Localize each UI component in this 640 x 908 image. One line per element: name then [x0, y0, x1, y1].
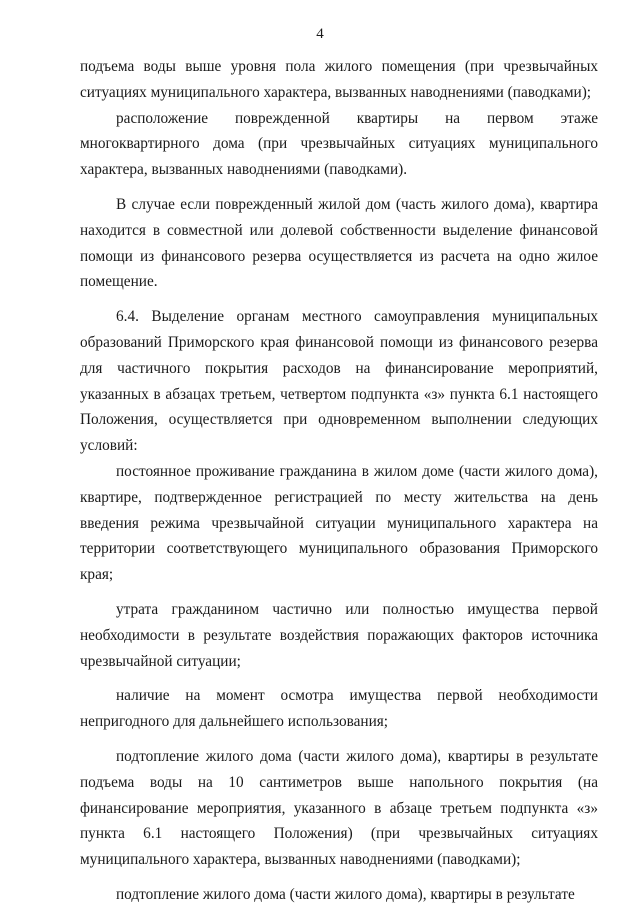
page-number: 4 — [316, 26, 324, 42]
paragraph-9: подтопление жилого дома (части жилого дома), квартиры в результате — [116, 885, 575, 903]
paragraph-2: расположение поврежденной квартиры на первом этаже многоквартирного дома (при чрезвычайных ситуациях муниципального характера, вызванных наводнениями (паводками). — [80, 109, 598, 179]
paragraph-1: подъема воды выше уровня пола жилого помещения (при чрезвычайных ситуациях муниципального характера, вызванных наводнениями (паводками); — [80, 58, 598, 101]
paragraph-8: подтопление жилого дома (части жилого дома), квартиры в результате подъема воды на 10 сантиметров выше напольного покрытия (на финансирование мероприятия, указанного в абзаце третьем подпункта «з» пункта 6.1 настоящего Положения) (при чрезвычайных ситуациях муниципального характера, вызванных наводнениями (паводками); — [80, 747, 598, 869]
paragraph-6: утрата гражданином частично или полностью имущества первой необходимости в результате воздействия поражающих факторов источника чрезвычайной ситуации; — [80, 600, 598, 670]
paragraph-7: наличие на момент осмотра имущества первой необходимости непригодного для дальнейшего использования; — [80, 687, 598, 731]
paragraph-4: 6.4. Выделение органам местного самоуправления муниципальных образований Приморского края финансовой помощи из финансового резерва для частичного покрытия расходов на финансирование мероприятий, указанных в абзацах третьем, четвертом подпункта «з» пункта 6.1 настоящего Положения, осуществляется при одновременном выполнении следующих условий: — [80, 308, 598, 455]
document-body — [80, 54, 598, 908]
paragraph-5: постоянное проживание гражданина в жилом доме (части жилого дома), квартире, подтвержденное регистрацией по месту жительства на день введения режима чрезвычайной ситуации муниципального характера на территории соответствующего муниципального образования Приморского края; — [80, 462, 598, 584]
paragraph-3: В случае если поврежденный жилой дом (часть жилого дома), квартира находится в совместной или долевой собственности выделение финансовой помощи из финансового резерва осуществляется из расчета на одно жилое помещение. — [80, 195, 598, 291]
